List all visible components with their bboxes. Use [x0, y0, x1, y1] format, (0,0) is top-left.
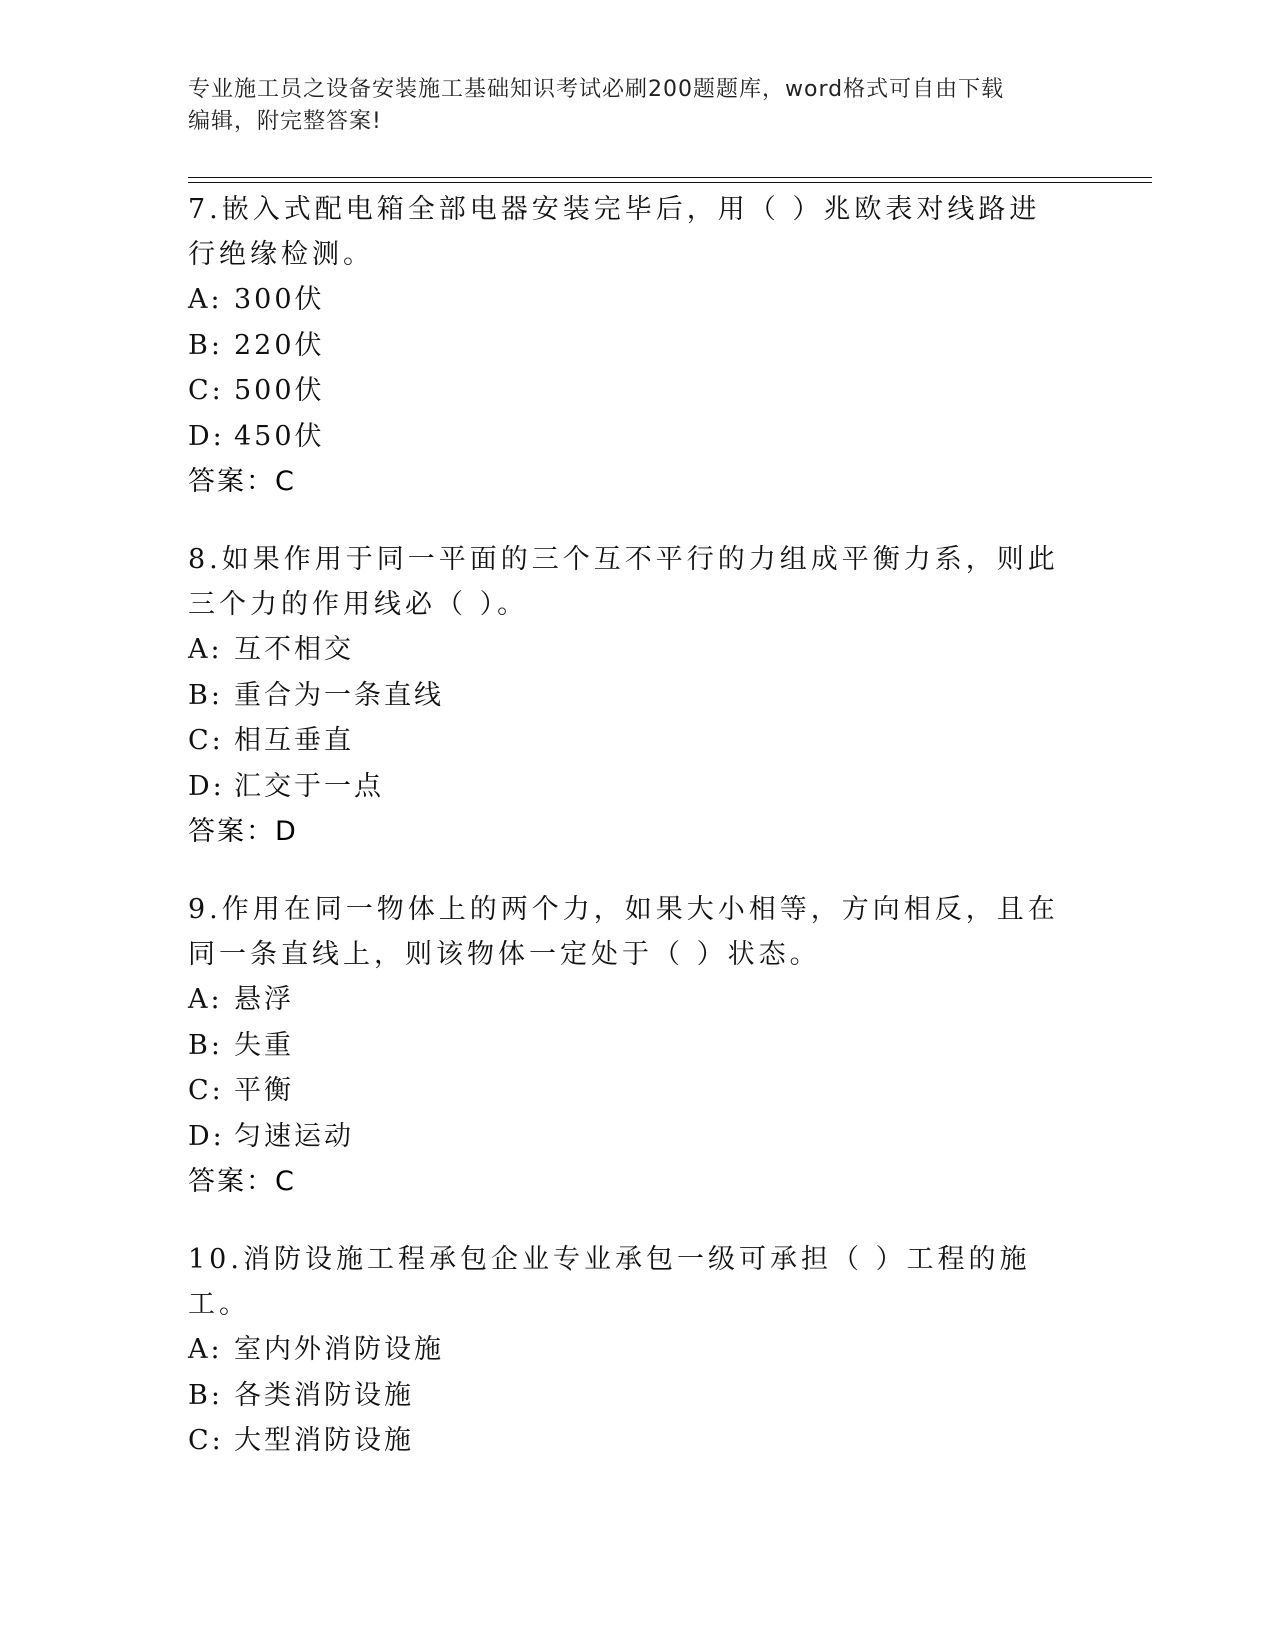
option-letter: A:	[188, 984, 223, 1015]
option-text: 失重	[234, 1029, 294, 1061]
option-c	[188, 718, 1068, 764]
option-letter: D:	[188, 420, 225, 452]
option-letter: B:	[188, 329, 223, 361]
option-text: 匀速运动	[234, 1120, 354, 1152]
option-text: 室内外消防设施	[234, 1334, 444, 1365]
option-text: 汇交于一点	[234, 770, 384, 802]
question-stem: 7.嵌入式配电箱全部电器安装完毕后，用（ ）兆欧表对线路进行绝缘检测。	[188, 194, 1041, 270]
option-text: 各类消防设施	[234, 1379, 414, 1411]
option-c	[188, 368, 1068, 414]
document-header	[188, 74, 1068, 138]
option-text: 300伏	[234, 284, 325, 315]
option-c	[188, 1418, 1068, 1464]
option-letter: A:	[188, 284, 223, 315]
header-divider-bottom	[188, 182, 1152, 183]
option-b	[188, 673, 1068, 719]
header-title-line-2: 编辑，附完整答案!	[188, 109, 382, 134]
option-text: 相互垂直	[234, 725, 354, 756]
option-a	[188, 277, 1068, 323]
answer-label: 答案：C	[188, 466, 296, 497]
option-c	[188, 1068, 1068, 1114]
option-letter: D:	[188, 770, 225, 802]
option-letter: A:	[188, 634, 223, 665]
question-7	[188, 187, 1068, 505]
answer-label: 答案：C	[188, 1166, 296, 1197]
answer-label: 答案：D	[188, 816, 298, 847]
question-stem: 8.如果作用于同一平面的三个互不平行的力组成平衡力系，则此三个力的作用线必（ ）。	[188, 544, 1059, 620]
option-letter: B:	[188, 1029, 223, 1061]
option-a	[188, 1327, 1068, 1373]
option-b	[188, 323, 1068, 369]
question-stem: 9.作用在同一物体上的两个力，如果大小相等，方向相反，且在同一条直线上，则该物体一定处于（ ）状态。	[188, 894, 1059, 970]
option-d	[188, 764, 1068, 810]
option-a	[188, 627, 1068, 673]
option-d	[188, 414, 1068, 460]
option-text: 450伏	[234, 420, 325, 452]
option-a	[188, 977, 1068, 1023]
option-b	[188, 1373, 1068, 1419]
header-title-line-1: 专业施工员之设备安装施工基础知识考试必刷200题题库，word格式可自由下载	[188, 77, 1005, 102]
option-letter: C:	[188, 725, 224, 756]
question-10	[188, 1237, 1068, 1464]
option-letter: C:	[188, 1075, 224, 1106]
question-stem: 10.消防设施工程承包企业专业承包一级可承担（ ）工程的施工。	[188, 1244, 1031, 1320]
header-divider-top	[188, 177, 1152, 178]
option-letter: D:	[188, 1120, 225, 1152]
question-8	[188, 537, 1068, 855]
question-9	[188, 887, 1068, 1205]
option-text: 220伏	[234, 329, 325, 361]
option-text: 悬浮	[234, 984, 294, 1015]
option-text: 500伏	[234, 375, 325, 406]
option-text: 重合为一条直线	[234, 679, 444, 711]
option-letter: C:	[188, 375, 224, 406]
option-letter: A:	[188, 1334, 223, 1365]
option-letter: C:	[188, 1425, 224, 1456]
option-text: 平衡	[234, 1075, 294, 1106]
option-letter: B:	[188, 679, 223, 711]
option-d	[188, 1114, 1068, 1160]
option-text: 互不相交	[234, 634, 354, 665]
option-b	[188, 1023, 1068, 1069]
option-letter: B:	[188, 1379, 223, 1411]
option-text: 大型消防设施	[234, 1425, 414, 1456]
